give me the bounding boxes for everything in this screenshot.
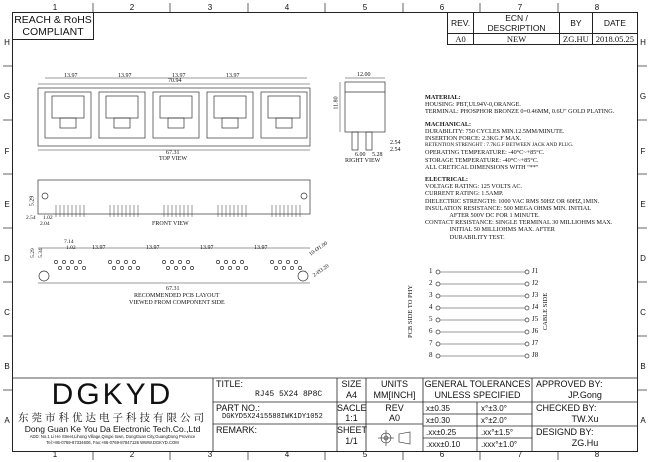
dim-pcb-pitch: 13.97: [146, 245, 160, 251]
grid-row: E: [4, 200, 10, 209]
dim-pcb-width: 67.31: [166, 286, 180, 292]
dim-top-width: 67.31: [166, 150, 180, 156]
dim-pitch: 13.97: [64, 73, 78, 79]
grid-col: 2: [129, 450, 135, 459]
company-logo: DGKYD: [51, 378, 174, 411]
grid-row: H: [4, 38, 10, 47]
grid-row: B: [640, 362, 646, 371]
tol-angular: x°±3.0°: [481, 404, 507, 413]
jack-pin: J7: [532, 339, 539, 347]
grid-row: D: [640, 254, 646, 263]
top-view-outline: [38, 88, 310, 146]
approved-value: JP.Gong: [568, 390, 602, 400]
tolerance-linear: [426, 403, 460, 451]
grid-row: C: [640, 308, 646, 317]
dim-pcb-pitch: 13.97: [92, 245, 106, 251]
tolerance-title-2: UNLESS SPECIFIED: [434, 390, 521, 400]
grid-row: G: [3, 92, 11, 101]
front-view-outline: [38, 180, 310, 214]
grid-row: F: [640, 147, 646, 156]
company-name-cn: 东莞市科优达电子科技有限公司: [18, 412, 207, 424]
tol-angular: .xx°±1.5°: [481, 428, 514, 437]
dim-right-254b: 2.54: [390, 147, 401, 153]
grid-col: 3: [207, 3, 213, 12]
grid-col: 1: [52, 450, 58, 459]
dim-pcb-102: 1.02: [66, 245, 76, 251]
top-view-dims: [38, 78, 310, 150]
jack-pin: J2: [532, 279, 539, 287]
tolerance-title-1: GENERAL TOLERANCES: [424, 379, 531, 389]
top-view-label: TOP VIEW: [159, 156, 188, 162]
company-block: [12, 378, 213, 451]
top-view-ports: [45, 92, 307, 138]
schematic-terminals: [436, 270, 529, 358]
pin-number: 7: [429, 339, 433, 347]
right-view-label: RIGHT VIEW: [345, 158, 381, 164]
material-line: HOUSING: PBT,UL94V-0,ORANGE.: [425, 101, 521, 109]
right-view-outline: [345, 82, 385, 132]
dim-pcb-534: 5.34: [37, 248, 44, 258]
pin-number: 4: [429, 303, 433, 311]
electrical-line: INSULATION RESISTANCE: 500 MEGA OHMS MIN. INITIAL: [425, 204, 592, 212]
pin-number: 3: [429, 291, 433, 299]
company-address: ADD: No.1 Li He Street,Lihong Village,Qingxi town, DongGuan City,GuangDong Province: [29, 434, 196, 439]
grid-col: 6: [439, 3, 445, 12]
pcb-holes: [54, 260, 301, 269]
front-view-pins: [56, 205, 300, 217]
dim-front-529: 5.29: [29, 195, 36, 207]
tol-angular: x°±2.0°: [481, 416, 507, 425]
pin-number: 6: [429, 327, 433, 335]
pcb-side-label: PCB SIDE TO PHY: [407, 284, 415, 339]
mechanical-line: INSERTION FORCE: 2.3KG.F MAX.: [425, 135, 522, 143]
projection-symbol: [378, 430, 410, 446]
material-title: MATERIAL:: [425, 94, 461, 101]
designed-value: ZG.Hu: [571, 438, 599, 448]
grid-col: 4: [284, 3, 290, 12]
grid-col: 3: [207, 450, 213, 459]
jack-pin: J3: [532, 291, 539, 299]
front-view-label: FRONT VIEW: [152, 221, 189, 227]
tolerance-title: [423, 379, 532, 401]
grid-row: G: [639, 92, 647, 101]
mechanical-line: ALL CRETICAL DIMENSIONS WITH "**": [425, 163, 539, 171]
reach-line1: REACH & RoHS: [14, 14, 92, 26]
tol-linear: .xxx±0.10: [426, 440, 461, 449]
jack-pin: J5: [532, 315, 539, 323]
grid-col: 8: [594, 3, 600, 12]
dim-pitch: 13.97: [118, 73, 132, 79]
title-label: TITLE:: [216, 379, 244, 389]
mechanical-title: MACHANICAL:: [425, 120, 472, 128]
mechanical-line: OPERATING TEMPERATURE: -40°C~+85°C.: [425, 149, 545, 157]
grid-col: 8: [594, 450, 600, 459]
partno-value: DGKYD5X2415588IWK1DY1052: [222, 413, 323, 421]
grid-col: 1: [52, 3, 58, 12]
tol-linear: .xx±0.25: [426, 428, 457, 437]
spec-notes: [425, 94, 640, 241]
pin-number: 5: [429, 315, 433, 323]
jack-pin: J6: [532, 327, 539, 335]
grid-col: 4: [284, 450, 290, 459]
dim-pcb-pitch: 13.97: [200, 245, 214, 251]
grid-col: 7: [517, 3, 523, 12]
dim-pcb-529: 5.29: [29, 248, 36, 258]
ecn-header: ECN / DESCRIPTION: [474, 13, 560, 34]
rev-value: A0: [448, 34, 474, 45]
grid-row: C: [4, 308, 10, 317]
dim-overall-top: 70.94: [168, 78, 182, 84]
pin-number: 2: [429, 279, 433, 287]
sheet-value: 1/1: [345, 436, 358, 446]
jack-pin: J8: [532, 351, 539, 359]
pin-number: 8: [429, 351, 433, 359]
by-value: ZG.HU: [560, 34, 593, 45]
dim-front-254: 2.54: [26, 215, 36, 221]
electrical-line: VOLTAGE RATING: 125 VOLTS AC.: [425, 183, 523, 191]
company-name-en: Dong Guan Ke You Da Electronic Tech.Co.,Ltd: [24, 424, 201, 434]
dim-right-width: 12.00: [357, 72, 371, 78]
grid-col: 2: [129, 3, 135, 12]
dim-right-600: 6.00: [355, 152, 366, 158]
material-line: TERMINAL: PHOSPHOR BRONZE 0=0.46MM, 0.6U" GOLD PLATING.: [425, 108, 615, 116]
dim-front-204: 2.04: [40, 221, 50, 227]
dim-right-254a: 2.54: [390, 140, 401, 146]
ecn-value: NEW: [474, 34, 560, 45]
cable-side-label: CABLE SIDE: [542, 292, 550, 331]
jack-pin: J4: [532, 303, 539, 311]
pin-number: 1: [429, 267, 433, 275]
reach-line2: COMPLIANT: [22, 26, 84, 38]
checked-value: TW.Xu: [571, 414, 599, 424]
dim-pcb-pitch: 13.97: [254, 245, 268, 251]
date-value: 2018.05.25: [592, 34, 637, 45]
schematic-lines: [440, 272, 525, 356]
dim-pcb-714: 7.14: [64, 239, 74, 245]
dim-pitch: 13.97: [226, 73, 240, 79]
grid-col: 5: [362, 450, 368, 459]
rev-header: REV.: [448, 13, 474, 34]
designed-label: DESIGND BY:: [536, 427, 594, 437]
electrical-line: DIELECTRIC STRENGTH: 1000 VAC RMS 50HZ OR 60HZ,1MIN.: [425, 197, 600, 205]
dim-right-528: 5.28: [372, 152, 383, 158]
electrical-line: DURABILITY TEST.: [425, 233, 505, 241]
size-label: SIZE: [341, 379, 362, 389]
electrical-line: CURRENT RATING: 1.5AMP.: [425, 190, 504, 198]
jack-pin: J1: [532, 267, 539, 275]
grid-row: H: [640, 38, 646, 47]
grid-col: 5: [362, 3, 368, 12]
title-value: RJ45 5X24 8P8C: [255, 390, 323, 399]
checked-label: CHECKED BY:: [536, 403, 597, 413]
tol-linear: x±0.30: [426, 416, 450, 425]
grid-row: A: [4, 416, 10, 425]
approved-label: APPROVED BY:: [536, 379, 603, 389]
electrical-line: CONTACT RESISTANCE: SINGLE TERMINAL 30 MILLIOHMS MAX.: [425, 219, 613, 227]
mechanical-line: RETENTION STRENGHT : 7.7KG.F BETWEEN JACK AND PLUG.: [425, 142, 574, 149]
partno-label: PART NO.:: [216, 403, 261, 413]
scale-value: 1:1: [345, 413, 358, 423]
tol-angular: .xxx°±1.0°: [481, 440, 518, 449]
units-label: UNITS: [381, 379, 408, 389]
dim-pcb-hole1: 10-Ø1.00: [308, 240, 329, 258]
mechanical-line: DURABILITY: 750 CYCLES MIN.12.5MM/MINUTE.: [425, 127, 565, 135]
date-header: DATE: [592, 13, 637, 34]
dim-pitch: 13.97: [172, 73, 186, 79]
pcb-label-1: RECOMMENDED PCB LAYOUT: [134, 293, 220, 299]
company-contact: Tel:+86-0769-87334606, Fax:+86-0769-87847126 WWW.DGKYD.COM: [46, 439, 179, 445]
grid-row: A: [640, 416, 646, 425]
dim-front-102: 1.02: [43, 215, 53, 221]
electrical-title: ELECTRICAL:: [425, 176, 468, 184]
grid-col: 6: [439, 450, 445, 459]
grid-row: B: [4, 362, 10, 371]
units-value: MM[INCH]: [373, 390, 416, 400]
electrical-line: INITIAL 50 MILLIOHMS MAX. AFTER: [425, 226, 555, 234]
by-header: BY: [560, 13, 593, 34]
size-value: A4: [345, 390, 357, 400]
sheet-label: SHEET: [337, 425, 368, 435]
electrical-line: AFTER 500V DC FOR 1 MINUTE.: [425, 212, 540, 220]
grid-row: F: [4, 147, 10, 156]
tolerance-angular: [481, 403, 517, 451]
dim-right-height: 11.80: [333, 96, 340, 110]
grid-col: 7: [517, 450, 523, 459]
pcb-label-2: VIEWED FROM COMPONENT SIDE: [129, 300, 225, 306]
rev-value: A0: [388, 413, 400, 423]
rev-label: REV: [385, 403, 404, 413]
grid-row: D: [4, 254, 10, 263]
mechanical-line: STORAGE TEMPERATURE: -40°C~+85°C.: [425, 156, 539, 164]
remark-label: REMARK:: [216, 425, 258, 435]
tol-linear: x±0.35: [426, 404, 450, 413]
scale-label: SACLE: [337, 403, 367, 413]
dim-pcb-hole2: 2-Ø3.20: [311, 263, 331, 279]
grid-row: E: [640, 200, 646, 209]
